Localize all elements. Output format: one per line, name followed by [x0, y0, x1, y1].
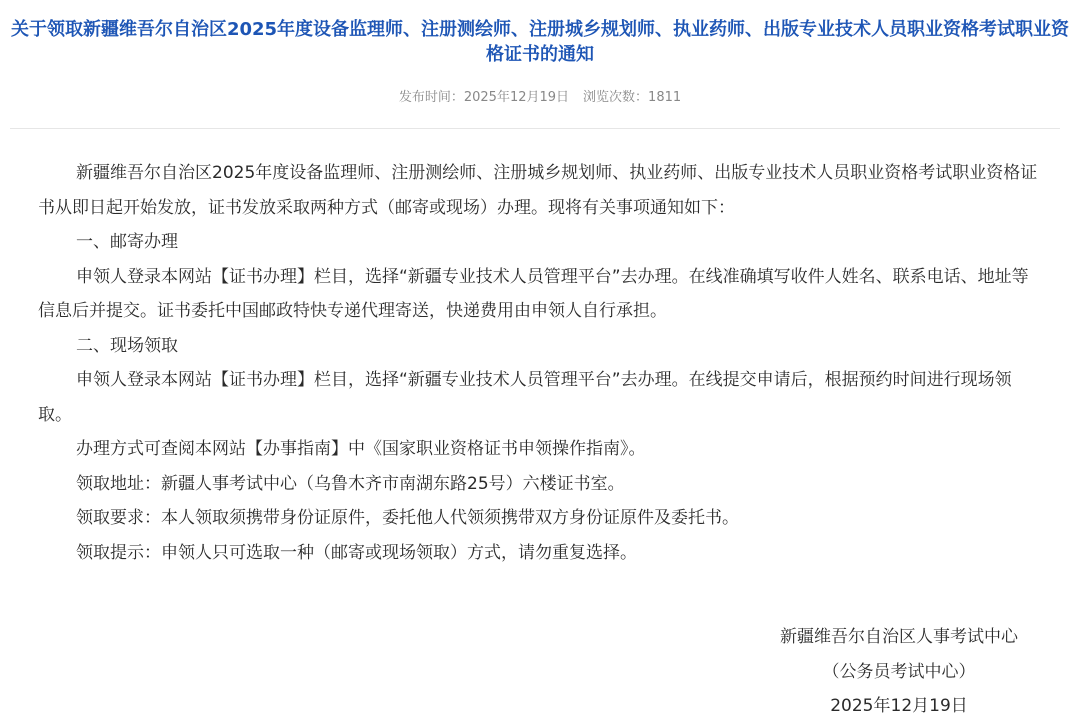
signature-date: 2025年12月19日 — [830, 696, 968, 716]
onsite-paragraph: 申领人登录本网站【证书办理】栏目，选择“新疆专业技术人员管理平台”去办理。在线提交申请后，根据预约时间进行现场领取。 — [38, 370, 1012, 425]
mail-paragraph: 申领人登录本网站【证书办理】栏目，选择“新疆专业技术人员管理平台”去办理。在线准确填写收件人姓名、联系电话、地址等信息后并提交。证书委托中国邮政特快专递代理寄送，快递费用由申领人自行承担。 — [38, 266, 1029, 321]
article-meta — [0, 89, 1080, 107]
title-divider — [10, 128, 1060, 129]
tip-paragraph: 领取提示：申领人只可选取一种（邮寄或现场领取）方式，请勿重复选择。 — [76, 542, 637, 563]
section-heading-mail: 一、邮寄办理 — [76, 232, 178, 252]
publish-label: 发布时间： — [398, 90, 464, 105]
views-label: 浏览次数： — [583, 90, 649, 105]
signature-block — [734, 620, 1064, 724]
intro-paragraph: 新疆维吾尔自治区2025年度设备监理师、注册测绘师、注册城乡规划师、执业药师、出版专业技术人员职业资格考试职业资格证书从即日起开始发放，证书发放采取两种方式（邮寄或现场）办理。现将有关事项通知如下： — [38, 163, 1038, 218]
page-title: 关于领取新疆维吾尔自治区2025年度设备监理师、注册测绘师、注册城乡规划师、执业药师、出版专业技术人员职业资格考试职业资格证书的通知 — [10, 19, 1070, 65]
section-heading-onsite: 二、现场领取 — [76, 335, 178, 356]
views-count: 1811 — [648, 90, 682, 105]
signature-org: 新疆维吾尔自治区人事考试中心 — [780, 627, 1018, 647]
article-body — [38, 156, 1038, 570]
publish-date: 2025年12月19日 — [463, 90, 570, 105]
guide-paragraph: 办理方式可查阅本网站【办事指南】中《国家职业资格证书申领操作指南》。 — [76, 439, 646, 459]
signature-sub-org: （公务员考试中心） — [822, 661, 976, 682]
address-paragraph: 领取地址：新疆人事考试中心（乌鲁木齐市南湖东路25号）六楼证书室。 — [76, 473, 625, 494]
requirement-paragraph: 领取要求：本人领取须携带身份证原件，委托他人代领须携带双方身份证原件及委托书。 — [76, 508, 739, 528]
